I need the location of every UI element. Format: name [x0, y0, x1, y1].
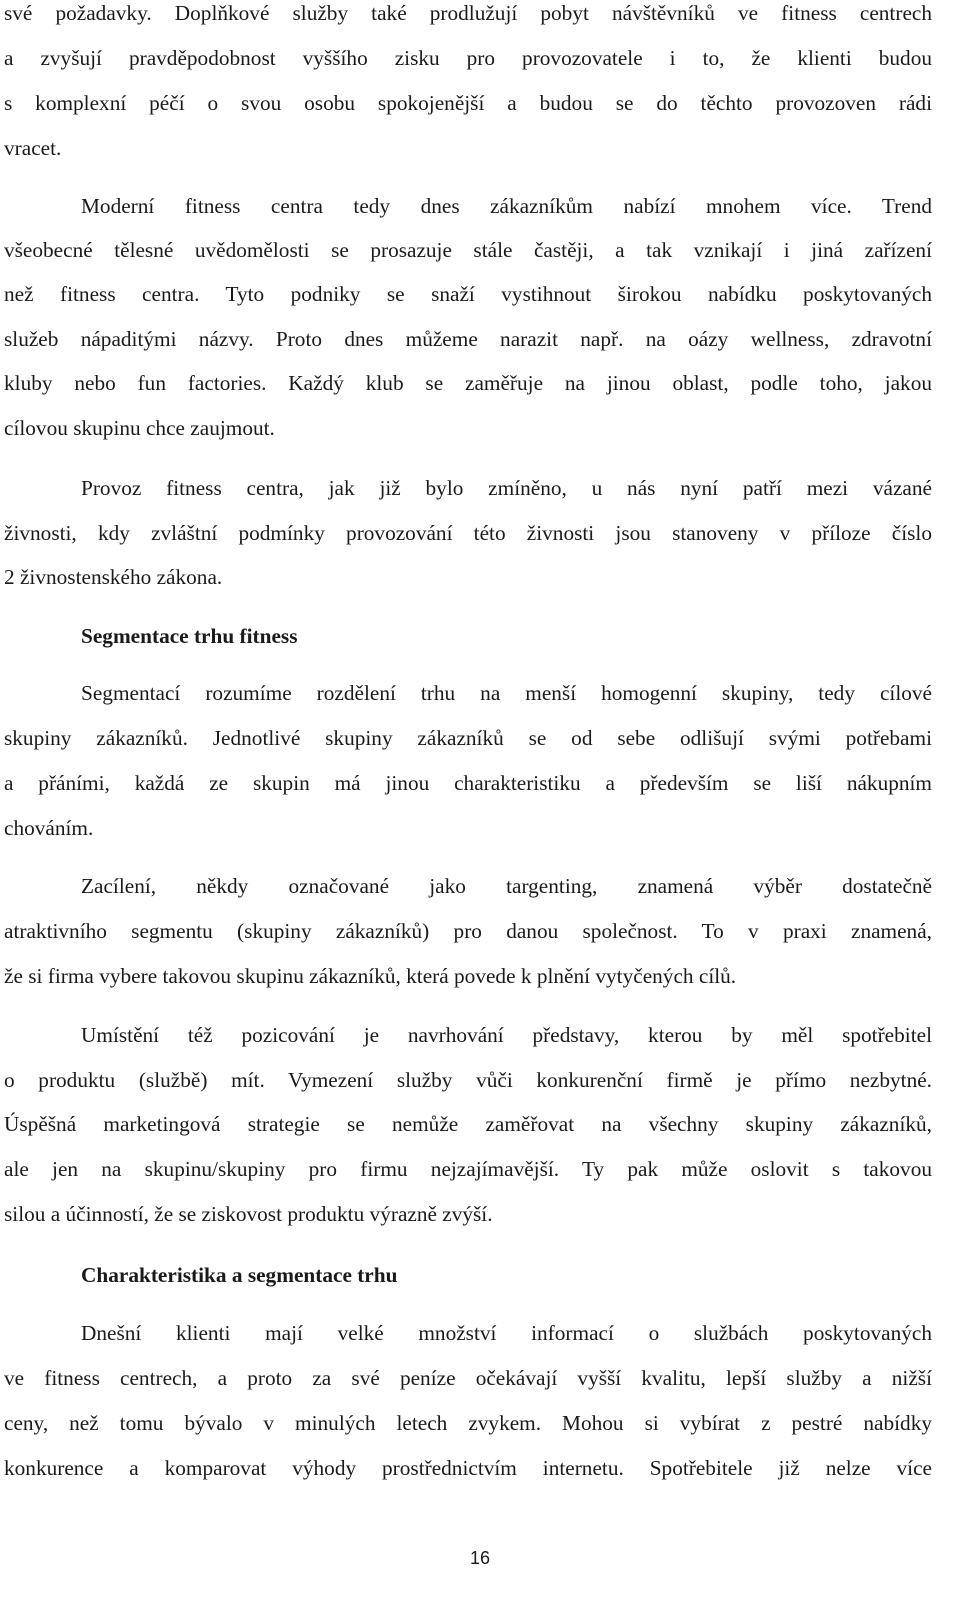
- text-line: o produktu (službě) mít. Vymezení služby vůči konkurenční firmě je přímo nezbytné.: [4, 1068, 932, 1092]
- text-line: Umístění též pozicování je navrhování představy, kterou by měl spotřebitel: [81, 1023, 932, 1047]
- text-line: 2 živnostenského zákona.: [4, 565, 223, 589]
- text-line: Moderní fitness centra tedy dnes zákazníkům nabízí mnohem více. Trend: [81, 194, 932, 218]
- text-line: a přáními, každá ze skupin má jinou charakteristiku a především se liší nákupním: [4, 771, 932, 795]
- text-line: skupiny zákazníků. Jednotlivé skupiny zákazníků se od sebe odlišují svými potřebami: [4, 726, 932, 750]
- text-line: s komplexní péčí o svou osobu spokojenější a budou se do těchto provozoven rádi: [4, 91, 932, 115]
- section-heading: Segmentace trhu fitness: [81, 624, 298, 648]
- text-line: atraktivního segmentu (skupiny zákazníků) pro danou společnost. To v praxi znamená,: [4, 919, 932, 943]
- text-line: konkurence a komparovat výhody prostřednictvím internetu. Spotřebitele již nelze více: [4, 1456, 932, 1480]
- text-line: ve fitness centrech, a proto za své peníze očekávají vyšší kvalitu, lepší služby a nižší: [4, 1366, 932, 1390]
- page-number: 16: [469, 1548, 491, 1568]
- text-line: Segmentací rozumíme rozdělení trhu na menší homogenní skupiny, tedy cílové: [81, 681, 932, 705]
- text-line: silou a účinností, že se ziskovost produktu výrazně zvýší.: [4, 1202, 493, 1226]
- text-line: že si firma vybere takovou skupinu zákazníků, která povede k plnění vytyčených cílů.: [4, 964, 737, 988]
- text-line: služeb nápaditými názvy. Proto dnes můžeme narazit např. na oázy wellness, zdravotní: [4, 327, 932, 351]
- text-line: cílovou skupinu chce zaujmout.: [4, 416, 275, 440]
- text-line: chováním.: [4, 816, 94, 840]
- text-line: než fitness centra. Tyto podniky se snaží vystihnout širokou nabídku poskytovaných: [4, 282, 932, 306]
- text-line: Provoz fitness centra, jak již bylo zmíněno, u nás nyní patří mezi vázané: [81, 476, 932, 500]
- text-line: ceny, než tomu bývalo v minulých letech zvykem. Mohou si vybírat z pestré nabídky: [4, 1411, 932, 1435]
- text-line: Zacílení, někdy označované jako targenting, znamená výběr dostatečně: [81, 874, 932, 898]
- text-line: všeobecné tělesné uvědomělosti se prosazuje stále častěji, a tak vznikají i jiná zařízení: [4, 238, 932, 262]
- text-line: a zvyšují pravděpodobnost vyššího zisku pro provozovatele i to, že klienti budou: [4, 46, 932, 70]
- text-line: ale jen na skupinu/skupiny pro firmu nejzajímavější. Ty pak může oslovit s takovou: [4, 1157, 932, 1181]
- text-line: kluby nebo fun factories. Každý klub se zaměřuje na jinou oblast, podle toho, jakou: [4, 371, 932, 395]
- text-line: vracet.: [4, 136, 62, 160]
- text-line: Úspěšná marketingová strategie se nemůže zaměřovat na všechny skupiny zákazníků,: [4, 1112, 932, 1136]
- text-line: své požadavky. Doplňkové služby také prodlužují pobyt návštěvníků ve fitness centrech: [4, 1, 932, 25]
- text-line: Dnešní klienti mají velké množství informací o službách poskytovaných: [81, 1321, 932, 1345]
- text-line: živnosti, kdy zvláštní podmínky provozování této živnosti jsou stanoveny v příloze číslo: [4, 521, 932, 545]
- section-heading: Charakteristika a segmentace trhu: [81, 1263, 398, 1287]
